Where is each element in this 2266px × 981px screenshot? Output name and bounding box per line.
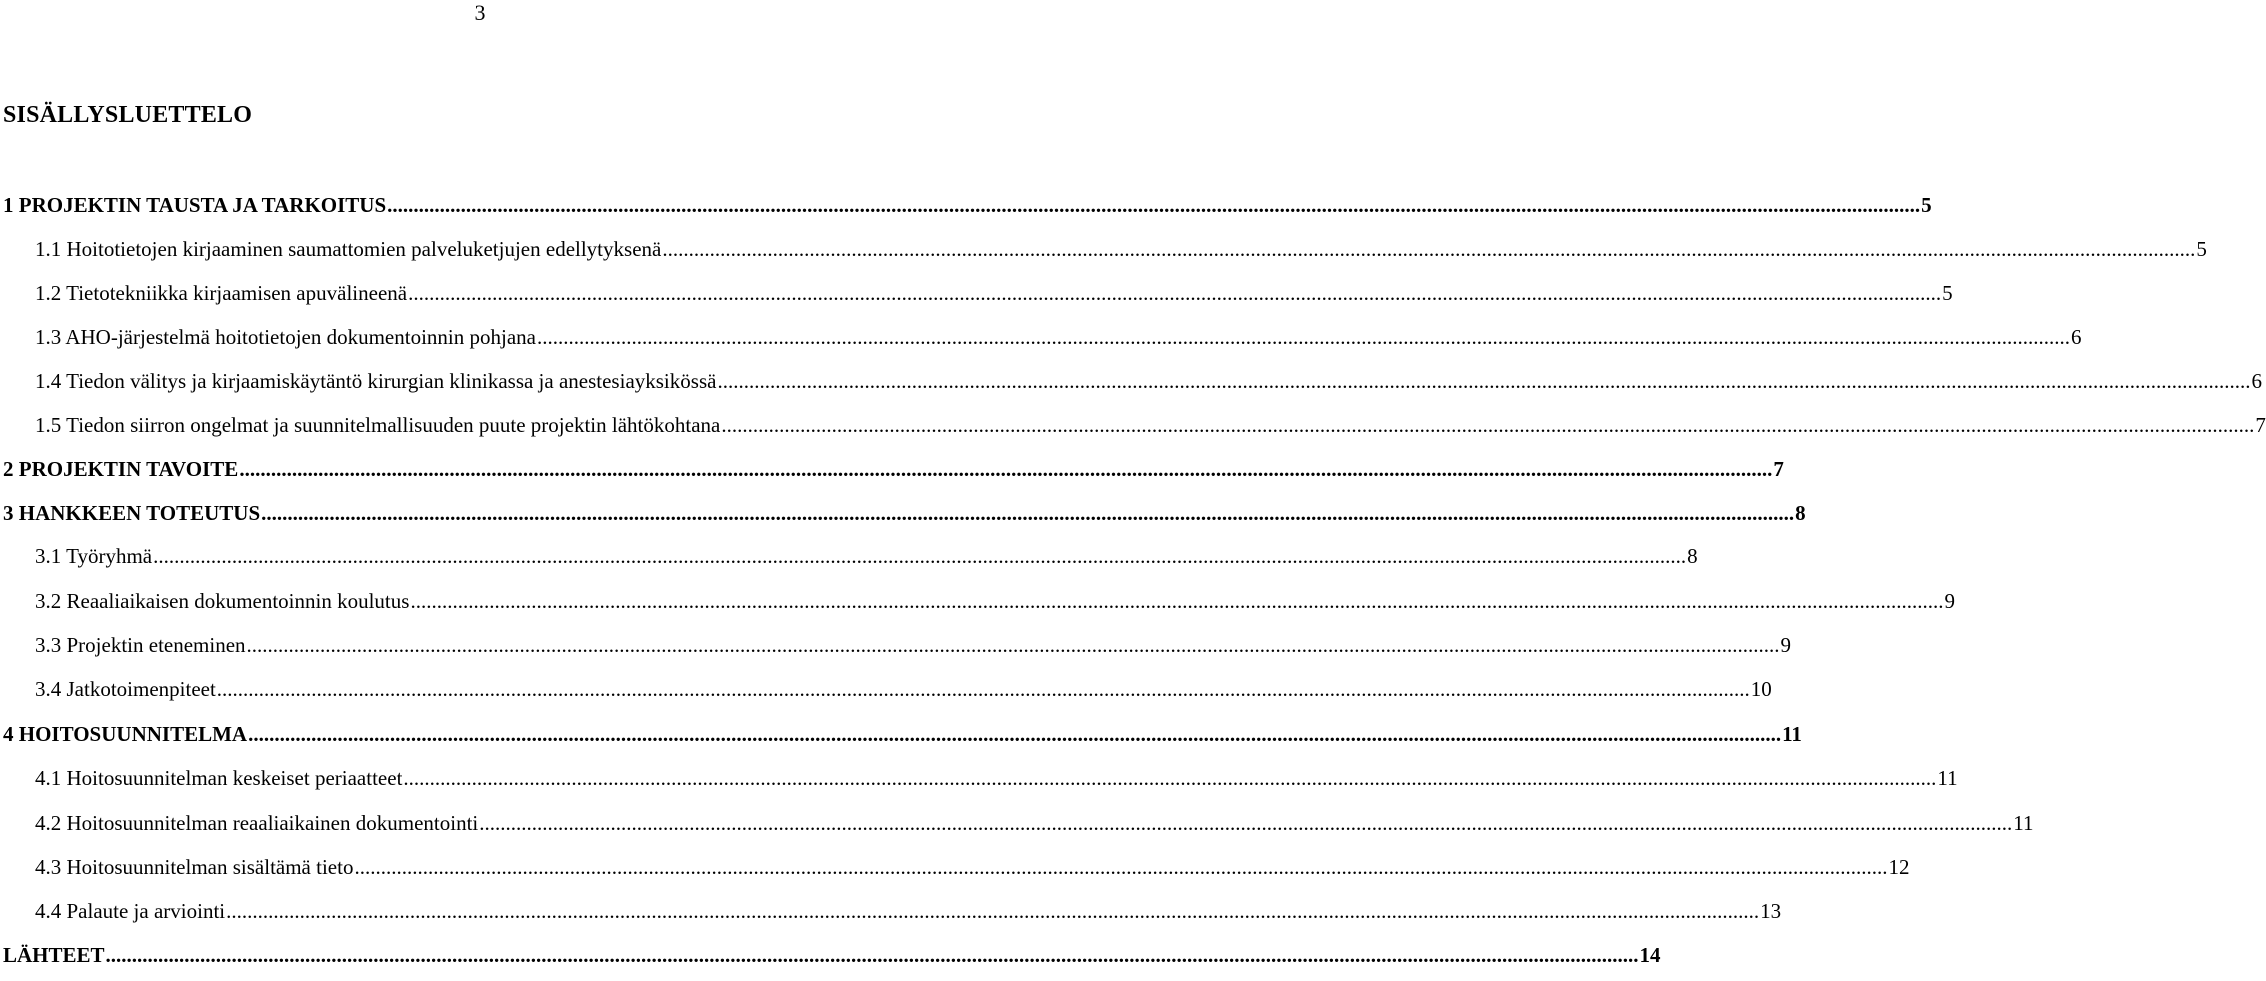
toc-entry-label: 4.4 Palaute ja arviointi <box>35 899 226 923</box>
toc-dot-leader <box>408 280 1941 306</box>
toc-entry-page: 12 <box>1888 855 1910 879</box>
toc-title: SISÄLLYSLUETTELO <box>3 102 253 128</box>
toc-entry-page: 13 <box>1760 899 1782 923</box>
toc-entry-label: 1.4 Tiedon välitys ja kirjaamiskäytäntö kirurgian klinikassa ja anestesiayksikössä <box>35 369 717 393</box>
toc-entry-page: 9 <box>1944 589 1955 613</box>
toc-entry-label: 2 PROJEKTIN TAVOITE <box>3 457 239 481</box>
toc-entry-label: LÄHTEET <box>3 943 105 967</box>
toc-entry-page: 9 <box>1780 633 1792 657</box>
toc-entry-label: 1.1 Hoitotietojen kirjaaminen saumattomien palveluketjujen edellytyksenä <box>35 237 662 261</box>
toc-entry[interactable] <box>35 280 1953 306</box>
toc-entry-page: 11 <box>2013 811 2034 835</box>
toc-dot-leader <box>403 765 1936 791</box>
toc-entry-page: 10 <box>1750 677 1772 701</box>
toc-entry-page: 11 <box>1782 722 1802 746</box>
toc-entry-label: 3 HANKKEEN TOTEUTUS <box>3 501 261 525</box>
toc-entry[interactable] <box>35 765 1958 791</box>
toc-dot-leader <box>354 854 1887 880</box>
toc-entry-label: 1.5 Tiedon siirron ongelmat ja suunnitelmallisuuden puute projektin lähtökohtana <box>35 413 721 437</box>
toc-dot-leader <box>261 500 1794 526</box>
toc-entry-page: 8 <box>1795 501 1806 525</box>
toc-entry-label: 3.1 Työryhmä <box>35 544 153 568</box>
toc-entry-page: 14 <box>1639 943 1661 967</box>
toc-entry[interactable] <box>35 632 1792 658</box>
toc-entry[interactable] <box>35 588 1955 614</box>
toc-entry-label: 4 HOITOSUUNNITELMA <box>3 722 248 746</box>
toc-entry[interactable] <box>35 898 1782 924</box>
toc-entry[interactable] <box>35 368 2262 394</box>
toc-entry-page: 6 <box>2071 325 2082 349</box>
toc-dot-leader <box>721 412 2254 438</box>
toc-entry-page: 6 <box>2251 369 2262 393</box>
toc-dot-leader <box>410 588 1943 614</box>
toc-dot-leader <box>153 543 1686 569</box>
toc-entry[interactable] <box>3 942 1661 968</box>
toc-entry-page: 7 <box>2255 413 2266 437</box>
toc-dot-leader <box>239 456 1772 482</box>
toc-entry-label: 1.2 Tietotekniikka kirjaamisen apuvälineenä <box>35 281 408 305</box>
toc-entry[interactable] <box>3 192 1932 218</box>
toc-dot-leader <box>479 810 2012 836</box>
toc-entry-page: 11 <box>1937 766 1958 790</box>
toc-dot-leader <box>537 324 2070 350</box>
toc-dot-leader <box>717 368 2250 394</box>
toc-entry[interactable] <box>3 500 1806 526</box>
toc-entry-label: 3.4 Jatkotoimenpiteet <box>35 677 216 701</box>
toc-entry[interactable] <box>35 543 1698 569</box>
toc-dot-leader <box>248 721 1781 747</box>
toc-entry[interactable] <box>35 324 2082 350</box>
toc-entry-label: 4.1 Hoitosuunnitelman keskeiset periaatteet <box>35 766 403 790</box>
toc-entry[interactable] <box>3 456 1784 482</box>
toc-entry-page: 5 <box>1921 193 1932 217</box>
toc-entry-label: 4.3 Hoitosuunnitelman sisältämä tieto <box>35 855 354 879</box>
toc-dot-leader <box>106 942 1639 968</box>
toc-dot-leader <box>247 632 1780 658</box>
toc-dot-leader <box>226 898 1759 924</box>
toc-entry-label: 3.3 Projektin eteneminen <box>35 633 246 657</box>
toc-dot-leader <box>217 676 1750 702</box>
toc-entry-label: 1 PROJEKTIN TAUSTA JA TARKOITUS <box>3 193 387 217</box>
toc-entry-page: 5 <box>1942 281 1953 305</box>
page-number: 3 <box>474 0 486 25</box>
toc-entry-label: 3.2 Reaaliaikaisen dokumentoinnin koulutus <box>35 589 410 613</box>
toc-dot-leader <box>662 236 2195 262</box>
toc-entry[interactable] <box>35 854 1910 880</box>
toc-entry[interactable] <box>35 810 2034 836</box>
toc-entry[interactable] <box>35 236 2207 262</box>
toc-entry-label: 4.2 Hoitosuunnitelman reaaliaikainen dokumentointi <box>35 811 479 835</box>
toc-entry-page: 8 <box>1687 544 1698 568</box>
toc-dot-leader <box>387 192 1920 218</box>
toc-entry[interactable] <box>35 676 1772 702</box>
toc-entry-label: 1.3 AHO-järjestelmä hoitotietojen dokumentoinnin pohjana <box>35 325 536 349</box>
toc-entry-page: 7 <box>1773 457 1784 481</box>
toc-entry[interactable] <box>3 721 1802 747</box>
toc-entry-page: 5 <box>2196 237 2207 261</box>
toc-entry[interactable] <box>35 412 2266 438</box>
